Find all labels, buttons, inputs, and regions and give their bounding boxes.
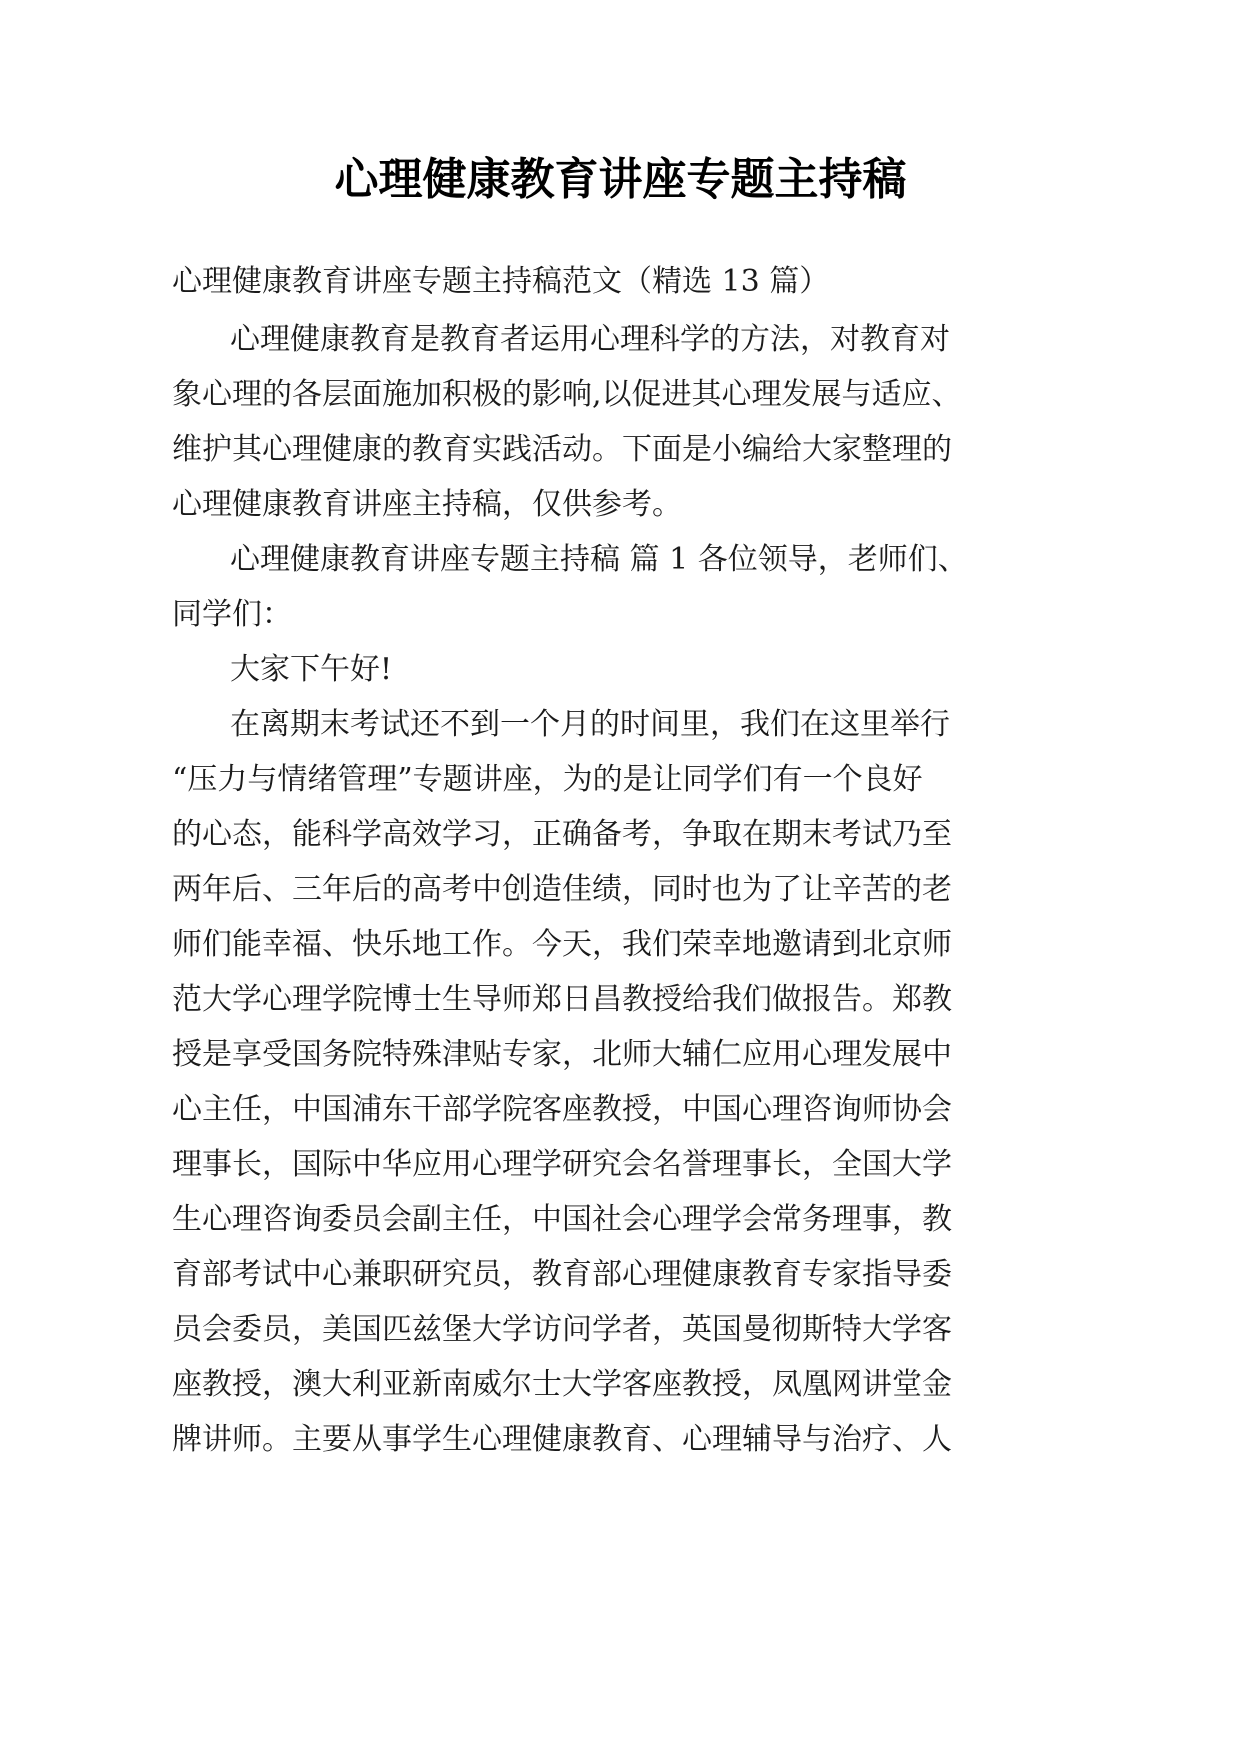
- subtitle-line: 心理健康教育讲座专题主持稿范文（精选 13 篇）: [172, 264, 830, 299]
- paragraph-line: 授是享受国务院特殊津贴专家，北师大辅仁应用心理发展中: [172, 1037, 952, 1072]
- paragraph-line: 座教授，澳大利亚新南威尔士大学客座教授，凤凰网讲堂金: [172, 1367, 952, 1402]
- paragraph-line: 两年后、三年后的高考中创造佳绩，同时也为了让辛苦的老: [172, 872, 952, 907]
- document-title: 心理健康教育讲座专题主持稿: [334, 154, 907, 205]
- paragraph-line: 师们能幸福、快乐地工作。今天，我们荣幸地邀请到北京师: [172, 927, 952, 962]
- paragraph-line: 生心理咨询委员会副主任，中国社会心理学会常务理事，教: [172, 1202, 952, 1237]
- paragraph-line: 员会委员，美国匹兹堡大学访问学者，英国曼彻斯特大学客: [172, 1312, 952, 1347]
- paragraph-line: 维护其心理健康的教育实践活动。下面是小编给大家整理的: [172, 432, 952, 467]
- paragraph-line: 心理健康教育讲座专题主持稿 篇 1 各位领导，老师们、: [230, 542, 968, 577]
- paragraph-line: 育部考试中心兼职研究员，教育部心理健康教育专家指导委: [172, 1257, 952, 1292]
- paragraph-line: 心主任，中国浦东干部学院客座教授，中国心理咨询师协会: [172, 1092, 952, 1127]
- paragraph-line: “压力与情绪管理”专题讲座，为的是让同学们有一个良好: [172, 762, 923, 797]
- paragraph-line: 同学们：: [172, 597, 292, 632]
- paragraph-line: 牌讲师。主要从事学生心理健康教育、心理辅导与治疗、人: [172, 1422, 952, 1457]
- paragraph-line: 大家下午好!: [230, 652, 393, 687]
- paragraph-line: 象心理的各层面施加积极的影响,以促进其心理发展与适应、: [172, 377, 962, 412]
- paragraph-line: 在离期末考试还不到一个月的时间里，我们在这里举行: [230, 707, 950, 742]
- paragraph-line: 范大学心理学院博士生导师郑日昌教授给我们做报告。郑教: [172, 982, 952, 1017]
- paragraph-line: 理事长，国际中华应用心理学研究会名誉理事长，全国大学: [172, 1147, 952, 1182]
- paragraph-line: 心理健康教育是教育者运用心理科学的方法，对教育对: [230, 322, 950, 357]
- paragraph-line: 心理健康教育讲座主持稿，仅供参考。: [172, 487, 682, 522]
- paragraph-line: 的心态，能科学高效学习，正确备考，争取在期末考试乃至: [172, 817, 952, 852]
